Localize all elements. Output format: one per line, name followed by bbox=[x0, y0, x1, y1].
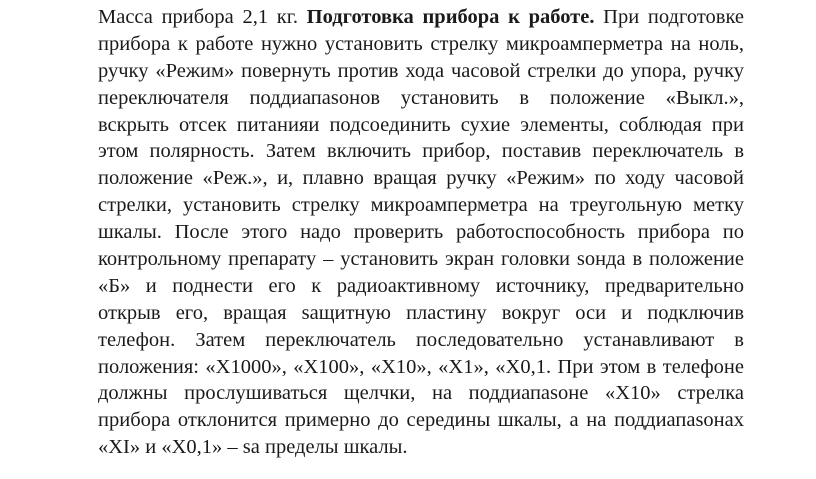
text-segment: положение «Реж.», и, плавно вращая ручку «Режим» по ходу часовой bbox=[98, 167, 744, 190]
text-line bbox=[98, 327, 744, 354]
text-line bbox=[98, 4, 744, 31]
text-segment: вскрыть отсек питанияи подсоединить сухие элементы, соблюдая при bbox=[98, 113, 744, 136]
text-segment: контрольному препарату – установить экран головки sонда в положение bbox=[98, 248, 744, 271]
text-line bbox=[98, 31, 744, 58]
text-segment: открыв его, вращая sащитную пластину вокруг оси и подключив bbox=[98, 301, 744, 324]
text-line bbox=[98, 85, 744, 112]
text-segment: шкалы. После этого надо проверить работоспособность прибора по bbox=[98, 221, 744, 244]
text-segment: должны прослушиваться щелчки, на поддиапаsоне «Х10» стрелка bbox=[98, 382, 744, 405]
text-segment: положения: «Х1000», «Х100», «Х10», «Х1», «Х0,1. При этом в телефоне bbox=[98, 355, 744, 378]
text-line bbox=[98, 273, 744, 300]
text-line bbox=[98, 434, 744, 461]
text-line bbox=[98, 300, 744, 327]
text-line bbox=[98, 246, 744, 273]
text-line bbox=[98, 58, 744, 85]
text-line bbox=[98, 192, 744, 219]
text-segment: Масса прибора 2,1 кг. bbox=[98, 6, 307, 28]
text-line bbox=[98, 219, 744, 246]
text-line bbox=[98, 112, 744, 139]
text-segment: прибора к работе нужно установить стрелку микроамперметра на ноль, bbox=[98, 32, 744, 55]
text-line bbox=[98, 165, 744, 192]
text-line bbox=[98, 380, 744, 407]
text-segment: телефон. Затем переключатель последовательно устанавливают в bbox=[98, 328, 744, 351]
text-line bbox=[98, 138, 744, 165]
text-segment: «ХI» и «Х0,1» – sа пределы шкалы. bbox=[98, 436, 408, 459]
text-line bbox=[98, 407, 744, 434]
text-segment: «Б» и поднести его к радиоактивному источнику, предварительно bbox=[98, 274, 744, 297]
text-line bbox=[98, 354, 744, 381]
document-body bbox=[98, 4, 744, 461]
text-segment: прибора отклонится примерно до середины шкалы, а на поддиапаsонах bbox=[98, 409, 744, 432]
text-segment: этом полярность. Затем включить прибор, поставив переключатель в bbox=[98, 140, 744, 163]
text-segment: переключателя поддиапаsонов установить в положение «Выкл.», bbox=[98, 86, 744, 109]
text-segment: стрелки, установить стрелку микроамперметра на треугольную метку bbox=[98, 194, 744, 217]
text-segment: При подготовке bbox=[594, 6, 744, 28]
text-segment: ручку «Режим» повернуть против хода часовой стрелки до упора, ручку bbox=[98, 59, 744, 82]
section-heading: Подготовка прибора к работе. bbox=[306, 6, 595, 28]
